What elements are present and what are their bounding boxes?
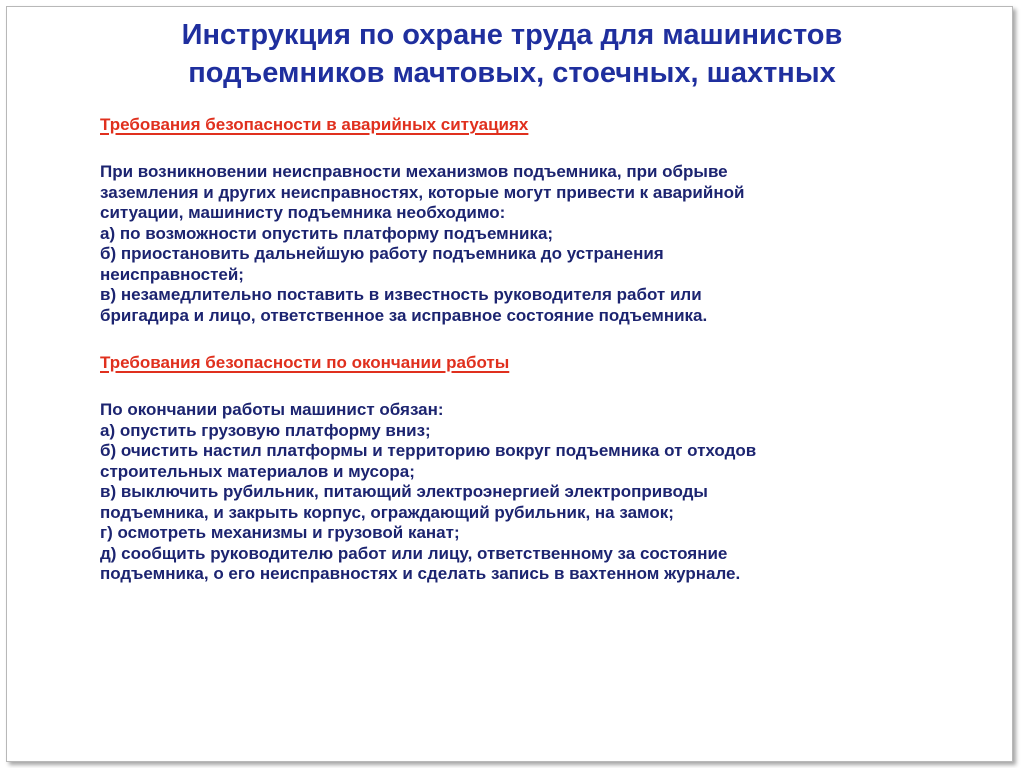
text-line: заземления и других неисправностях, которые могут привести к аварийной: [100, 182, 745, 202]
text-line: подъемника, о его неисправностях и сделать запись в вахтенном журнале.: [100, 564, 741, 583]
title-line-1: Инструкция по охране труда для машинистов: [181, 19, 843, 51]
text-line: в) незамедлительно поставить в известность руководителя работ или: [100, 285, 702, 304]
text-line: а) по возможности опустить платформу подъемника;: [100, 223, 554, 243]
text-line: г) осмотреть механизмы и грузовой канат;: [100, 523, 460, 542]
page-title: [0, 16, 1024, 92]
text-line: б) приостановить дальнейшую работу подъемника до устранения: [100, 244, 664, 263]
paragraph-emergency: [100, 162, 960, 326]
section-emergency: [100, 114, 960, 326]
text-line: строительных материалов и мусора;: [100, 461, 415, 481]
text-line: ситуации, машинисту подъемника необходимо:: [100, 203, 506, 222]
section-heading-end-of-work: Требования безопасности по окончании работы: [100, 353, 510, 372]
text-line: в) выключить рубильник, питающий электроэнергией электроприводы: [100, 482, 708, 501]
text-line: подъемника, и закрыть корпус, ограждающий рубильник, на замок;: [100, 502, 674, 522]
text-line: б) очистить настил платформы и территорию вокруг подъемника от отходов: [100, 441, 757, 460]
text-line: При возникновении неисправности механизмов подъемника, при обрыве: [100, 162, 728, 181]
section-heading-emergency: Требования безопасности в аварийных ситуациях: [100, 115, 529, 134]
paragraph-end-of-work: [100, 400, 960, 585]
text-line: а) опустить грузовую платформу вниз;: [100, 420, 431, 440]
text-line: бригадира и лицо, ответственное за исправное состояние подъемника.: [100, 305, 708, 325]
text-line: неисправностей;: [100, 264, 244, 284]
section-end-of-work: [100, 352, 960, 585]
text-line: д) сообщить руководителю работ или лицу, ответственному за состояние: [100, 543, 728, 563]
text-line: По окончании работы машинист обязан:: [100, 400, 444, 419]
title-line-2: подъемников мачтовых, стоечных, шахтных: [188, 57, 836, 89]
